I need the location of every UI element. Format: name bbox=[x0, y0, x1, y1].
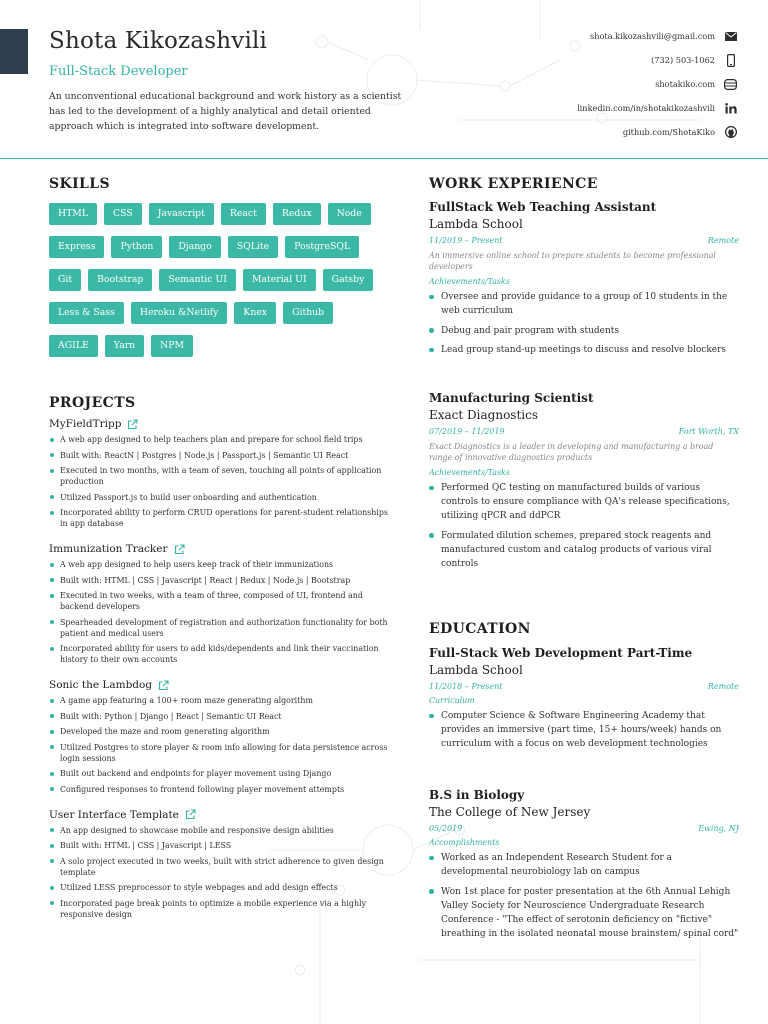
project-name[interactable]: Sonic the Lambdog bbox=[49, 679, 153, 691]
job-title: Manufacturing Scientist bbox=[429, 391, 594, 405]
contact-website[interactable] bbox=[437, 76, 737, 92]
resume-name: Shota Kikozashvili bbox=[49, 28, 268, 54]
job-org: Lambda School bbox=[429, 217, 523, 231]
skill-tag: Bootstrap bbox=[88, 269, 152, 291]
project-bullets bbox=[49, 695, 389, 795]
education-entry bbox=[429, 788, 739, 946]
skill-tag: Express bbox=[49, 236, 104, 258]
contact-email[interactable] bbox=[437, 28, 737, 44]
contact-email-text[interactable]: shota.kikozashvili@gmail.com bbox=[590, 31, 715, 41]
skills-heading: SKILLS bbox=[49, 176, 111, 192]
skill-tag: Python bbox=[111, 236, 162, 258]
job-description: Exact Diagnostics is a leader in developing and manufacturing a broad range of innovative diagnostics products bbox=[429, 442, 714, 462]
skill-tag: Github bbox=[283, 302, 333, 324]
project-bullet: Configured responses to frontend following player movement attempts bbox=[49, 784, 389, 795]
education-entry bbox=[429, 646, 739, 757]
contact-phone-text[interactable]: (732) 503-1062 bbox=[651, 55, 715, 65]
external-link-icon[interactable] bbox=[185, 809, 196, 820]
education-location: Remote bbox=[707, 682, 739, 691]
education-subheading: Accomplishments bbox=[429, 838, 500, 847]
project-name[interactable]: User Interface Template bbox=[49, 808, 179, 821]
job-subheading: Achievements/Tasks bbox=[429, 468, 510, 477]
contact-list bbox=[437, 28, 737, 148]
project-bullet: A web app designed to help users keep track of their immunizations bbox=[49, 559, 389, 570]
project-bullets bbox=[49, 559, 389, 665]
project-bullet: Built with: Python | Django | React | Semantic UI React bbox=[49, 711, 389, 722]
project-bullet: Executed in two weeks, with a team of three, composed of UI, frontend and backend developers bbox=[49, 590, 389, 612]
job-subheading: Achievements/Tasks bbox=[429, 277, 510, 286]
education-org: The College of New Jersey bbox=[429, 805, 591, 819]
projects-list bbox=[49, 418, 389, 934]
education-org: Lambda School bbox=[429, 663, 523, 677]
project-name[interactable]: Immunization Tracker bbox=[49, 543, 168, 555]
skill-tag: NPM bbox=[151, 335, 193, 357]
skill-tag: HTML bbox=[49, 203, 97, 225]
job-meta bbox=[429, 236, 739, 245]
job-bullet: Debug and pair program with students bbox=[429, 324, 739, 338]
project-bullets bbox=[49, 825, 389, 920]
skill-tag: CSS bbox=[104, 203, 142, 225]
education-location: Ewing, NJ bbox=[698, 824, 739, 833]
project-bullets bbox=[49, 434, 389, 529]
contact-linkedin-text[interactable]: linkedin.com/in/shotakikozashvili bbox=[577, 103, 715, 113]
project-bullet: Built with: HTML | CSS | Javascript | React | Redux | Node.js | Bootstrap bbox=[49, 575, 389, 586]
education-meta bbox=[429, 824, 739, 833]
job-bullet: Lead group stand-up meetings to discuss and resolve blockers bbox=[429, 343, 739, 357]
skill-tag: Gatsby bbox=[323, 269, 374, 291]
job-bullets bbox=[429, 290, 739, 357]
external-link-icon[interactable] bbox=[127, 419, 138, 430]
skill-tag: Knex bbox=[234, 302, 276, 324]
skill-tag: SQLite bbox=[228, 236, 278, 258]
education-meta bbox=[429, 682, 739, 691]
header-divider bbox=[0, 158, 768, 159]
education-dates: 11/2018 – Present bbox=[429, 682, 503, 691]
email-icon bbox=[724, 30, 737, 43]
work-heading: WORK EXPERIENCE bbox=[429, 176, 598, 192]
job-description: An immersive online school to prepare students to become professional developers bbox=[429, 251, 716, 271]
project-name[interactable]: MyFieldTripp bbox=[49, 418, 122, 430]
job-title: FullStack Web Teaching Assistant bbox=[429, 200, 657, 214]
external-link-icon[interactable] bbox=[158, 680, 169, 691]
skill-tag: Git bbox=[49, 269, 81, 291]
education-bullet: Computer Science & Software Engineering Academy that provides an immersive (part time, 15+ hours/week) hands on curriculum with a focus on web development technologies bbox=[429, 709, 739, 751]
contact-website-text[interactable]: shotakiko.com bbox=[655, 79, 715, 89]
project-bullet: Built with: ReactN | Postgres | Node.js | Passport.js | Semantic UI React bbox=[49, 450, 389, 461]
project-title[interactable] bbox=[49, 418, 389, 430]
project-entry bbox=[49, 809, 389, 920]
project-bullet: Executed in two months, with a team of seven, touching all points of application production bbox=[49, 465, 389, 487]
project-bullet: Incorporated page break points to optimize a mobile experience via a highly responsive design bbox=[49, 898, 389, 920]
contact-github[interactable] bbox=[437, 124, 737, 140]
skill-tag: Javascript bbox=[149, 203, 214, 225]
job-meta bbox=[429, 427, 739, 436]
project-bullet: Incorporated ability to perform CRUD operations for parent-student relationships in app database bbox=[49, 507, 389, 529]
education-heading: EDUCATION bbox=[429, 621, 531, 637]
skill-tag: Semantic UI bbox=[159, 269, 236, 291]
project-title[interactable] bbox=[49, 679, 389, 691]
job-bullet: Performed QC testing on manufactured builds of various controls to ensure compliance with QA's release specifications, utilizing qPCR and ddPCR bbox=[429, 481, 739, 523]
skill-tag: Django bbox=[169, 236, 220, 258]
contact-linkedin[interactable] bbox=[437, 100, 737, 116]
project-bullet: A solo project executed in two weeks, built with strict adherence to given design template bbox=[49, 856, 389, 878]
projects-heading: PROJECTS bbox=[49, 395, 136, 411]
skill-tag: Redux bbox=[273, 203, 321, 225]
job-dates: 07/2019 – 11/2019 bbox=[429, 427, 505, 436]
education-bullets bbox=[429, 709, 739, 751]
project-bullet: Developed the maze and room generating algorithm bbox=[49, 726, 389, 737]
contact-github-text[interactable]: github.com/ShotaKiko bbox=[622, 127, 715, 137]
corner-accent-block bbox=[0, 29, 28, 74]
project-entry bbox=[49, 543, 389, 665]
project-bullet: A web app designed to help teachers plan and prepare for school field trips bbox=[49, 434, 389, 445]
job-dates: 11/2019 – Present bbox=[429, 236, 503, 245]
skill-tag: Less & Sass bbox=[49, 302, 124, 324]
skill-tag: Heroku &Netlify bbox=[131, 302, 228, 324]
skill-tag: Yarn bbox=[105, 335, 144, 357]
project-bullet: Spearheaded development of registration and authorization functionality for both patient and medical users bbox=[49, 617, 389, 639]
job-entry bbox=[429, 391, 739, 576]
project-bullet: A game app featuring a 100+ room maze generating algorithm bbox=[49, 695, 389, 706]
job-bullets bbox=[429, 481, 739, 571]
education-bullet: Worked as an Independent Research Student for a developmental neurobiology lab on campus bbox=[429, 851, 739, 879]
resume-summary: An unconventional educational background and work history as a scientist has led to the development of a highly analytical and detail oriented approach which is integrated into software development. bbox=[49, 91, 402, 132]
website-icon bbox=[724, 78, 737, 91]
skill-tag: Material UI bbox=[243, 269, 316, 291]
job-location: Fort Worth, TX bbox=[678, 427, 739, 436]
project-bullet: Incorporated ability for users to add kids/dependents and link their vaccination history to their own accounts bbox=[49, 643, 389, 665]
skill-tag: Node bbox=[328, 203, 371, 225]
project-bullet: Utilized LESS preprocessor to style webpages and add design effects bbox=[49, 882, 389, 893]
project-entry bbox=[49, 418, 389, 529]
job-org: Exact Diagnostics bbox=[429, 408, 538, 422]
education-subheading: Curriculum bbox=[429, 696, 475, 705]
skill-tag: React bbox=[221, 203, 266, 225]
project-bullet: Utilized Passport.js to build user onboarding and authentication bbox=[49, 492, 389, 503]
external-link-icon[interactable] bbox=[174, 544, 185, 555]
job-entry bbox=[429, 200, 739, 363]
job-bullet: Oversee and provide guidance to a group of 10 students in the web curriculum bbox=[429, 290, 739, 318]
project-bullet: Utilized Postgres to store player & room info allowing for data persistence across login sessions bbox=[49, 742, 389, 764]
job-location: Remote bbox=[707, 236, 739, 245]
linkedin-icon bbox=[724, 102, 737, 115]
skill-tag: PostgreSQL bbox=[285, 236, 359, 258]
education-title: B.S in Biology bbox=[429, 788, 525, 802]
resume-role: Full-Stack Developer bbox=[49, 64, 188, 79]
skills-list bbox=[49, 203, 389, 368]
phone-icon bbox=[724, 54, 737, 67]
contact-phone[interactable] bbox=[437, 52, 737, 68]
project-title[interactable] bbox=[49, 543, 389, 555]
education-bullets bbox=[429, 851, 739, 941]
education-bullet: Won 1st place for poster presentation at the 6th Annual Lehigh Valley Society for Neuroscience Undergraduate Research Conference - "The effect of serotonin deficiency on "fictive" breathing in the isolated neonatal mouse brainstem/ spinal cord" bbox=[429, 885, 739, 941]
job-bullet: Formulated dilution schemes, prepared stock reagents and manufactured custom and catalog products of various viral controls bbox=[429, 529, 739, 571]
education-dates: 05/2019 bbox=[429, 824, 463, 833]
project-title[interactable] bbox=[49, 809, 389, 821]
skill-tag: AGILE bbox=[49, 335, 98, 357]
project-bullet: An app designed to showcase mobile and responsive design abilities bbox=[49, 825, 389, 836]
project-bullet: Built out backend and endpoints for player movement using Django bbox=[49, 768, 389, 779]
github-icon bbox=[724, 126, 737, 139]
project-entry bbox=[49, 679, 389, 795]
project-bullet: Built with: HTML | CSS | Javascript | LESS bbox=[49, 840, 389, 851]
education-title: Full-Stack Web Development Part-Time bbox=[429, 646, 693, 660]
